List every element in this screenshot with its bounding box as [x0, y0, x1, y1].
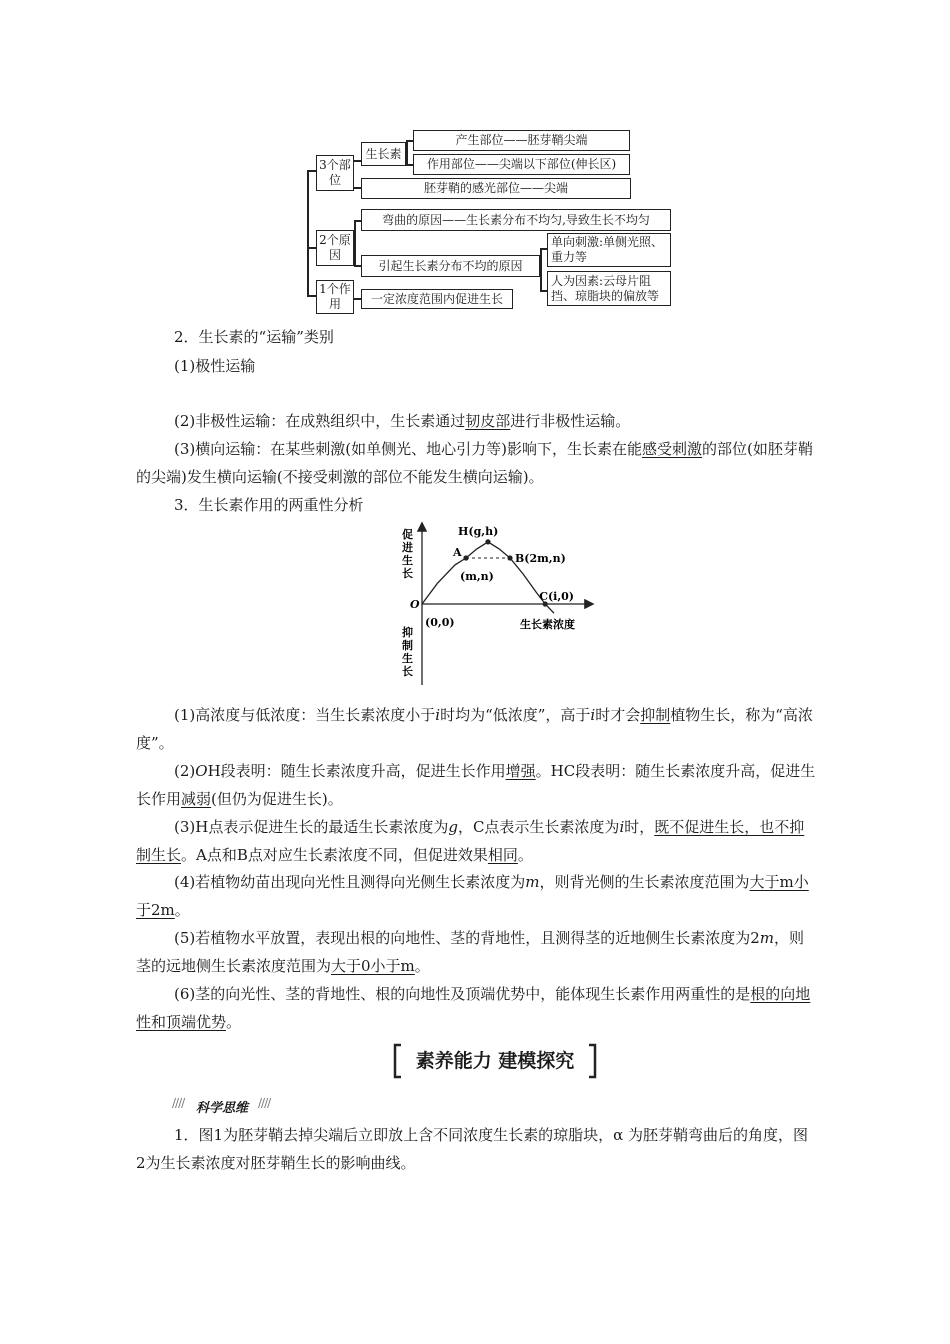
blank-answer: 增强: [505, 762, 536, 780]
action-site-box: 作用部位——尖端以下部位(伸长区): [413, 154, 630, 175]
blank-answer: 根的向地性和顶端优势: [136, 985, 811, 1031]
item-1: (1)高浓度与低浓度：当生长素浓度小于i时均为“低浓度”，高于i时才会抑制植物生长，称为“高浓度”。: [136, 706, 813, 752]
point-H: [485, 539, 490, 544]
sense-site-box: 胚芽鞘的感光部位——尖端: [361, 178, 631, 199]
item-4: (4)若植物幼苗出现向光性且测得向光侧生长素浓度为m，则背光侧的生长素浓度范围为大于m小于2m。: [136, 873, 809, 919]
item-2: (2)OH段表明：随生长素浓度升高，促进生长作用增强。HC段表明：随生长素浓度升高，促进生长作用减弱(但仍为促进生长)。: [136, 762, 816, 808]
section-title: 素养能力 建模探究: [415, 1050, 575, 1072]
blank-answer: 减弱: [181, 790, 212, 808]
point-B: [507, 555, 512, 560]
section3-heading: 3．生长素作用的两重性分析: [174, 496, 364, 514]
y-axis-label-bottom-char: 生: [402, 652, 413, 665]
question-1: 1．图1为胚芽鞘去掉尖端后立即放上含不同浓度生长素的琼脂块，α 为胚芽鞘弯曲后的角度，图2为生长素浓度对胚芽鞘生长的影响曲线。: [136, 1126, 808, 1172]
blank-answer: 抑制: [640, 706, 671, 724]
point-label-A: A: [453, 546, 462, 559]
blank-answer: 大于m小于2m: [136, 873, 809, 919]
item-5: (5)若植物水平放置，表现出根的向地性、茎的背地性，且测得茎的近地侧生长素浓度为2m，则茎的远地侧生长素浓度范围为大于0小于m。: [136, 929, 805, 975]
lateral-transport: (3)横向运输：在某些刺激(如单侧光、地心引力等)影响下，生长素在能感受刺激的部位(如胚芽鞘的尖端)发生横向运输(不接受刺激的部位不能发生横向运输)。: [136, 440, 813, 486]
one-effect-box: 1个作用: [316, 280, 354, 314]
bend-cause-box: 弯曲的原因——生长素分布不均匀,导致生长不均匀: [361, 209, 671, 231]
point-coord-A: (m,n): [460, 570, 494, 583]
polar-transport: (1)极性运输: [174, 357, 256, 375]
uneven-cause-box: 引起生长素分布不均的原因: [361, 255, 540, 277]
auxin-concentration-chart: [370, 520, 600, 690]
subsection-title: 科学思维: [196, 1101, 249, 1116]
point-label-H: H(g,h): [458, 524, 499, 538]
blank-answer: 韧皮部: [465, 412, 511, 430]
two-causes-box: 2个原因: [316, 230, 354, 266]
origin-coord: (0,0): [425, 616, 455, 629]
unilateral-stimulus-box: 单向刺激:单侧光照、重力等: [547, 233, 671, 267]
produce-site-box: 产生部位——胚芽鞘尖端: [413, 130, 630, 151]
effect-box: 一定浓度范围内促进生长: [361, 289, 513, 309]
point-A: [463, 555, 468, 560]
three-parts-box: 3个部位: [316, 155, 354, 191]
hatch-right-decoration: ////: [258, 1096, 271, 1110]
hatch-left-decoration: ////: [172, 1096, 185, 1110]
origin-label: O: [410, 598, 420, 611]
y-axis-label-top-char: 生: [402, 554, 413, 567]
y-axis-label-top-char: 长: [402, 567, 413, 580]
item-3: (3)H点表示促进生长的最适生长素浓度为g，C点表示生长素浓度为i时，既不促进生长，也不抑制生长。A点和B点对应生长素浓度不同，但促进效果相同。: [136, 818, 805, 864]
blank-answer: 既不促进生长，也不抑制生长: [136, 818, 805, 864]
item-6: (6)茎的向光性、茎的背地性、根的向地性及顶端优势中，能体现生长素作用两重性的是根的向地性和顶端优势。: [136, 985, 811, 1031]
human-factor-box: 人为因素:云母片阻挡、琼脂块的偏放等: [547, 271, 671, 306]
y-axis-label-top-char: 进: [402, 541, 413, 554]
point-label-B: B(2m,n): [515, 552, 566, 565]
y-axis-label-top-char: 促: [402, 528, 413, 541]
y-axis-label-bottom-char: 抑: [402, 626, 413, 639]
section2-heading: 2．生长素的“运输”类别: [174, 328, 334, 346]
blank-answer: 相同: [487, 846, 518, 864]
blank-answer: 大于0小于m: [331, 957, 415, 975]
nonpolar-transport: (2)非极性运输：在成熟组织中，生长素通过韧皮部进行非极性运输。: [174, 412, 631, 430]
x-axis-label: 生长素浓度: [520, 618, 575, 631]
y-axis-label-bottom-char: 长: [402, 665, 413, 678]
y-axis-label-bottom-char: 制: [402, 639, 413, 652]
point-label-C: C(i,0): [539, 590, 575, 603]
auxin-box: 生长素: [361, 142, 406, 166]
blank-answer: 感受刺激: [641, 440, 702, 458]
